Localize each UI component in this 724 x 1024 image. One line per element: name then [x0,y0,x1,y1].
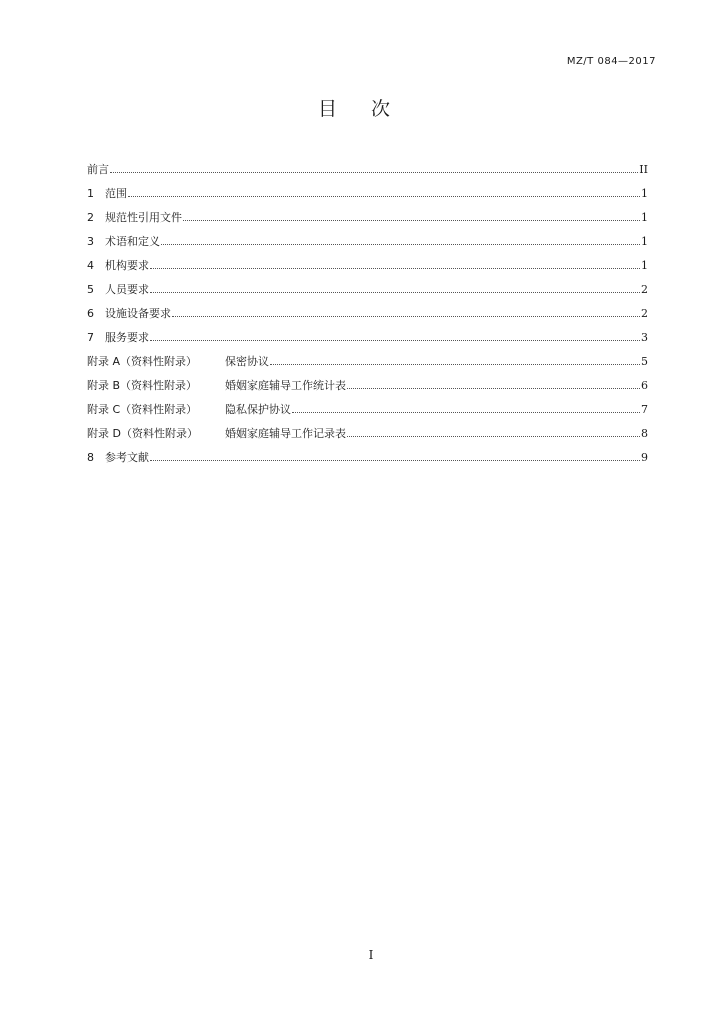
toc-leader-dots [292,411,640,413]
toc-entry-label: 规范性引用文件 [105,211,182,224]
toc-entry-bibliography[interactable] [87,440,648,464]
toc-entry-appendix-a[interactable] [87,344,648,368]
toc-leader-dots [110,171,638,173]
toc-entry-page: 1 [641,235,648,248]
toc-entry-page: 2 [641,283,648,296]
toc-leader-dots [150,291,640,293]
toc-entry-number: 3 [87,235,94,248]
toc-entry-facility-requirements[interactable] [87,296,648,320]
toc-entry-personnel-requirements[interactable] [87,272,648,296]
toc-entry-page: 1 [641,187,648,200]
toc-entry-label: 机构要求 [105,259,149,272]
toc-entry-page: 1 [641,259,648,272]
toc-entry-page: 1 [641,211,648,224]
toc-entry-label: 范围 [105,187,127,200]
toc-entry-number: 1 [87,187,94,200]
toc-leader-dots [128,195,640,197]
toc-entry-number: 7 [87,331,94,344]
toc-entry-page: 8 [641,427,648,440]
toc-entry-page: 7 [641,403,648,416]
toc-entry-label: 保密协议 [225,355,269,368]
toc-entry-label: 人员要求 [105,283,149,296]
toc-entry-label: 术语和定义 [105,235,160,248]
toc-entry-page: 3 [641,331,648,344]
toc-entry-number: 5 [87,283,94,296]
toc-entry-label: 前言 [87,163,109,176]
toc-entry-appendix-d[interactable] [87,416,648,440]
toc-leader-dots [150,339,640,341]
toc-entry-appendix-c[interactable] [87,392,648,416]
toc-entry-page: 6 [641,379,648,392]
toc-entry-number: 8 [87,451,94,464]
toc-entry-appendix-prefix: 附录 A（资料性附录） [87,355,198,368]
toc-entry-page: 5 [641,355,648,368]
toc-leader-dots [270,363,640,365]
toc-leader-dots [183,219,640,221]
toc-entry-number: 6 [87,307,94,320]
toc-leader-dots [150,459,640,461]
toc-entry-label: 婚姻家庭辅导工作记录表 [225,427,346,440]
page-title: 目次 [317,98,424,120]
toc-entry-appendix-b[interactable] [87,368,648,392]
toc-entry-appendix-prefix: 附录 D（资料性附录） [87,427,198,440]
toc-leader-dots [161,243,640,245]
toc-entry-page: II [639,163,648,176]
toc-leader-dots [347,435,640,437]
table-of-contents [87,152,648,464]
toc-entry-foreword[interactable] [87,152,648,176]
toc-entry-normative-references[interactable] [87,200,648,224]
toc-leader-dots [150,267,640,269]
document-code: MZ/T 084—2017 [566,56,656,67]
toc-leader-dots [172,315,640,317]
toc-leader-dots [347,387,640,389]
toc-entry-page: 9 [641,451,648,464]
toc-entry-label: 参考文献 [105,451,149,464]
toc-entry-label: 设施设备要求 [105,307,171,320]
page-number: I [368,948,374,962]
toc-entry-service-requirements[interactable] [87,320,648,344]
toc-entry-label: 服务要求 [105,331,149,344]
toc-entry-number: 4 [87,259,94,272]
toc-entry-scope[interactable] [87,176,648,200]
toc-entry-terms-definitions[interactable] [87,224,648,248]
toc-entry-number: 2 [87,211,94,224]
toc-entry-appendix-prefix: 附录 C（资料性附录） [87,403,198,416]
toc-entry-label: 隐私保护协议 [225,403,291,416]
toc-entry-institution-requirements[interactable] [87,248,648,272]
toc-entry-label: 婚姻家庭辅导工作统计表 [225,379,346,392]
toc-entry-page: 2 [641,307,648,320]
toc-entry-appendix-prefix: 附录 B（资料性附录） [87,379,198,392]
